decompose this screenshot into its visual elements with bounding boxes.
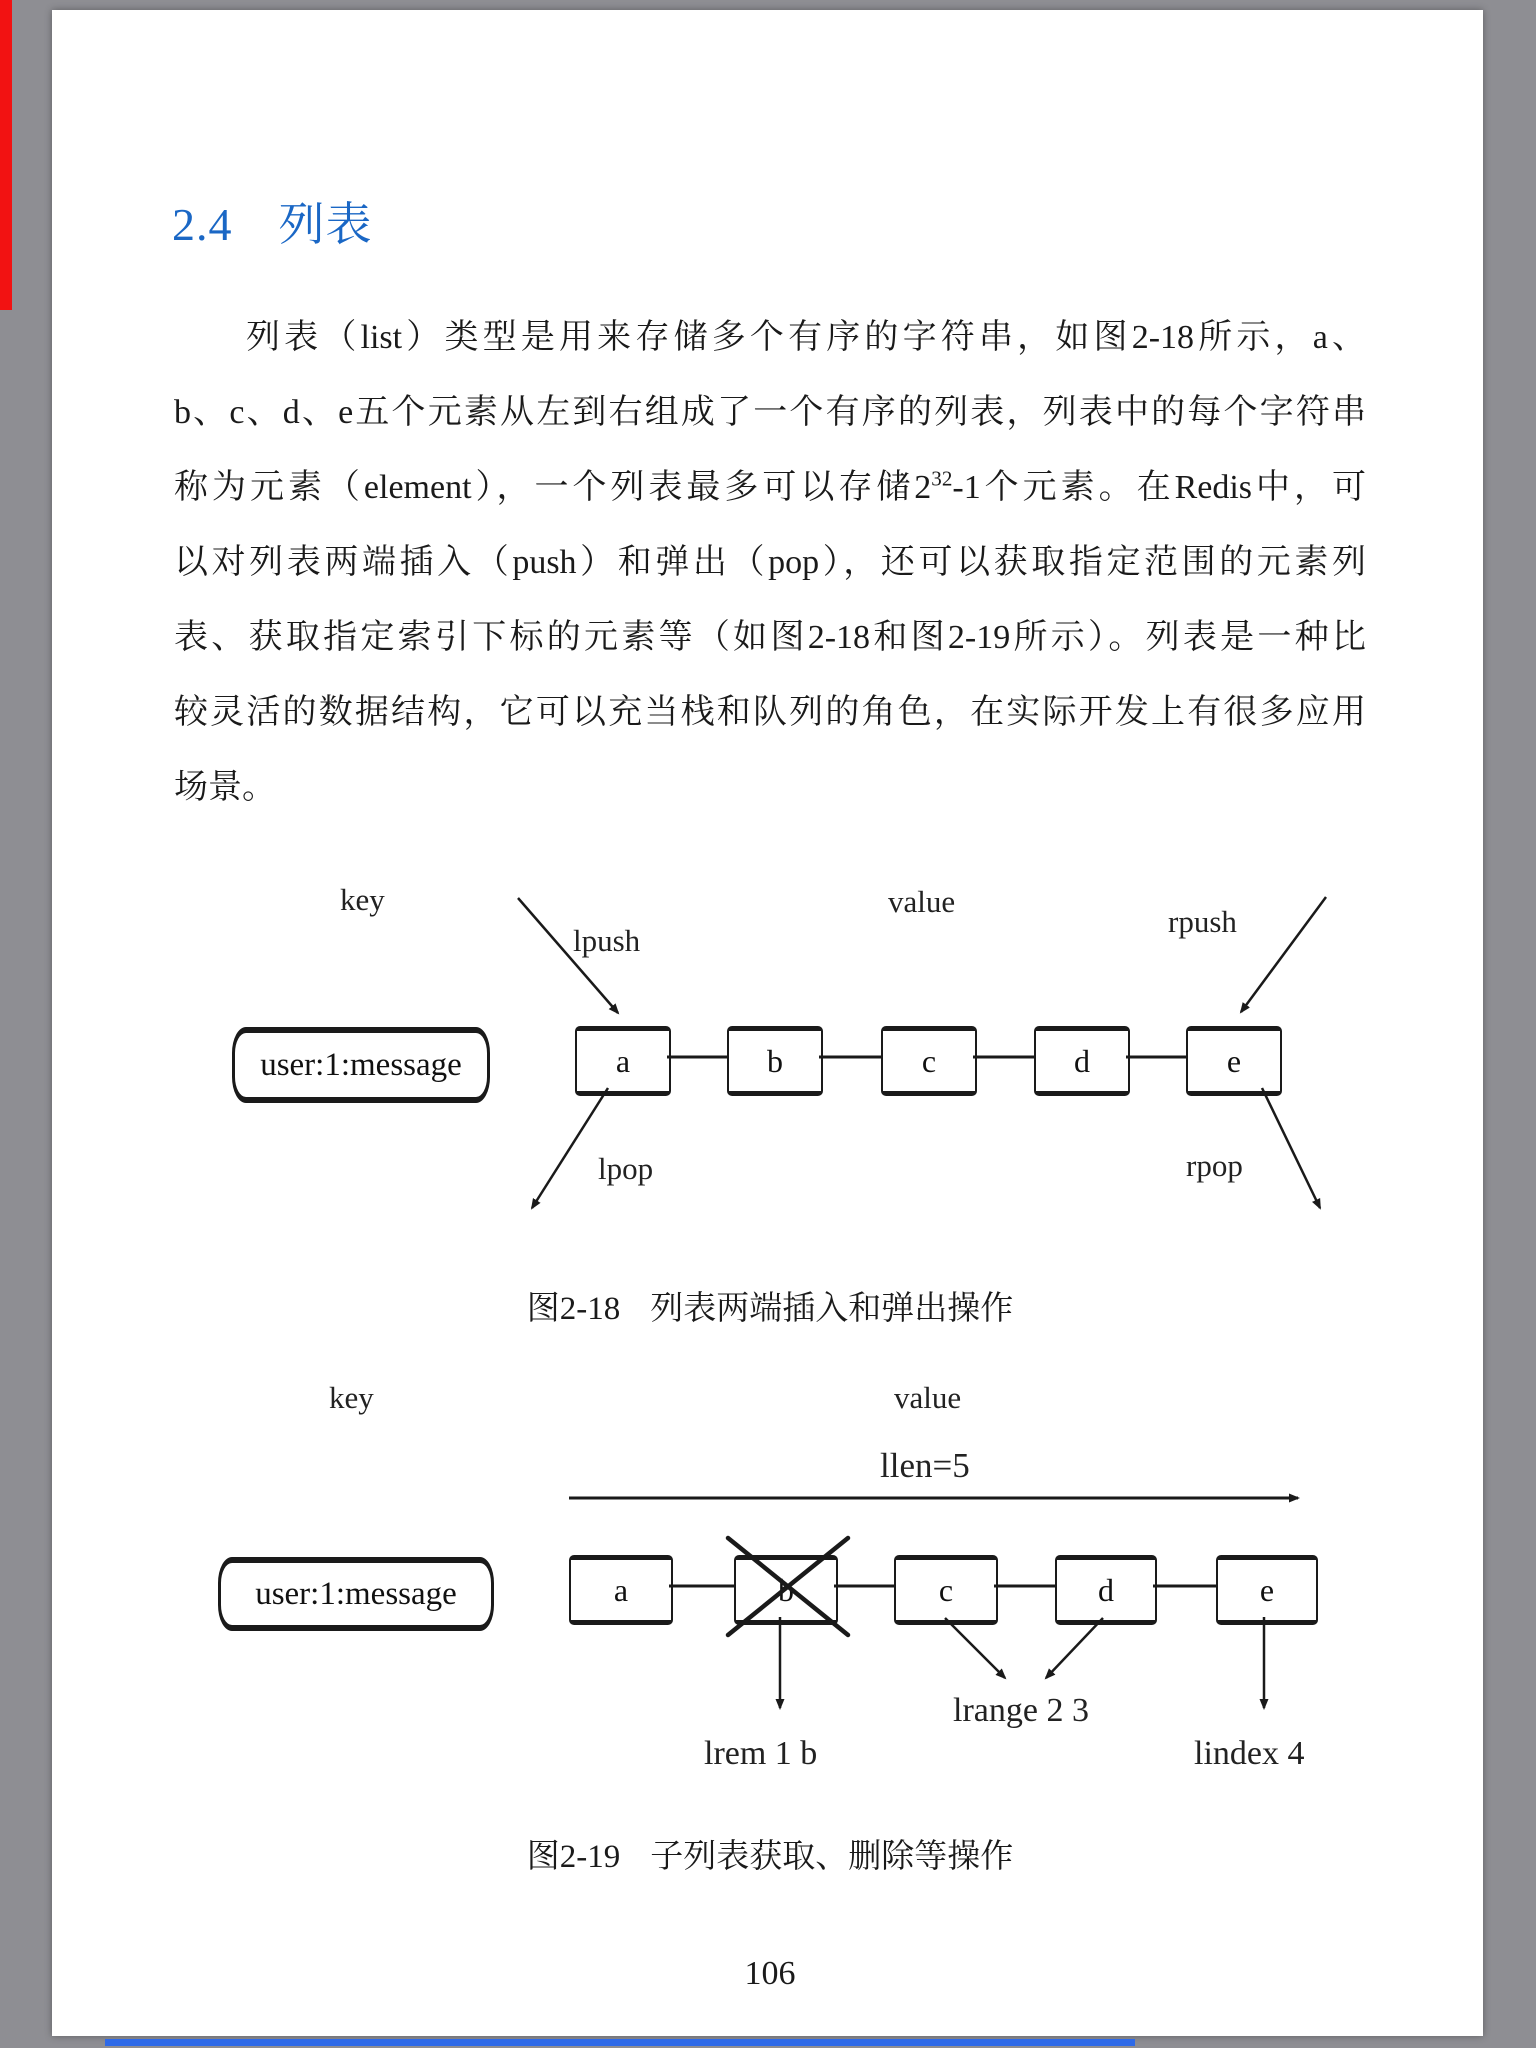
fig18-caption-text: 列表两端插入和弹出操作 (650, 1291, 1014, 1327)
fig18-lpop-label: lpop (598, 1151, 654, 1186)
page-number: 106 (744, 1955, 796, 1992)
fig19-node-a: a (569, 1555, 673, 1625)
fig19-lindex-label: lindex 4 (1194, 1735, 1305, 1772)
section-number: 2.4 (172, 199, 233, 250)
fig19-key-box: user:1:message (218, 1557, 494, 1631)
section-heading (172, 188, 373, 254)
lrange-arrow-from-c (945, 1618, 1005, 1678)
document-page (52, 10, 1483, 2036)
fig18-caption-number: 图2-18 (526, 1291, 621, 1327)
fig19-caption (174, 1830, 1366, 1877)
fig18-value-label: value (888, 884, 956, 919)
rpush-arrow (1241, 897, 1326, 1012)
fig18-node-c: c (881, 1026, 977, 1096)
fig19-node-d: d (1055, 1555, 1157, 1625)
lrange-arrow-from-d (1046, 1618, 1103, 1678)
fig19-value-label: value (894, 1380, 962, 1415)
lpop-arrow (532, 1088, 608, 1208)
fig19-llen-label: llen=5 (880, 1446, 970, 1485)
fig18-node-a: a (575, 1026, 671, 1096)
fig18-lpush-label: lpush (573, 923, 641, 958)
paragraph-line (174, 466, 1366, 510)
fig18-caption (174, 1282, 1366, 1329)
bottom-progress-bar (105, 2039, 1135, 2046)
diagram-arrows (52, 10, 1483, 2036)
fig19-lrem-label: lrem 1 b (704, 1735, 818, 1772)
paragraph-line: 列表（list）类型是用来存储多个有序的字符串，如图2-18所示，a、 (246, 319, 1366, 356)
fig18-node-d: d (1034, 1026, 1130, 1096)
left-edge-red-marker (0, 0, 12, 310)
fig18-key-label: key (340, 882, 385, 917)
paragraph-line: 场景。 (174, 769, 276, 806)
fig19-node-b-deleted: b (734, 1555, 838, 1625)
section-title: 列表 (278, 199, 373, 250)
fig18-key-box: user:1:message (232, 1027, 490, 1103)
fig18-rpop-label: rpop (1186, 1148, 1243, 1183)
paragraph-line: b、c、d、e五个元素从左到右组成了一个有序的列表，列表中的每个字符串 (174, 394, 1366, 431)
fig19-key-label: key (329, 1380, 374, 1415)
paragraph-line: 较灵活的数据结构，它可以充当栈和队列的角色，在实际开发上有很多应用 (174, 694, 1366, 731)
rpop-arrow (1262, 1088, 1320, 1208)
fig18-node-b: b (727, 1026, 823, 1096)
paragraph-text: -1个元素。在Redis中，可 (952, 469, 1366, 506)
paragraph-line: 以对列表两端插入（push）和弹出（pop），还可以获取指定范围的元素列 (174, 544, 1366, 581)
superscript-exponent: 32 (931, 466, 953, 491)
fig19-caption-number: 图2-19 (526, 1839, 621, 1875)
fig19-node-e: e (1216, 1555, 1318, 1625)
fig18-rpush-label: rpush (1168, 904, 1237, 939)
fig19-node-c: c (894, 1555, 998, 1625)
fig18-node-e: e (1186, 1026, 1282, 1096)
paragraph-text: 称为元素（element），一个列表最多可以存储2 (174, 469, 932, 506)
fig19-caption-text: 子列表获取、删除等操作 (650, 1839, 1014, 1875)
fig19-lrange-label: lrange 2 3 (953, 1692, 1089, 1729)
paragraph-line: 表、获取指定索引下标的元素等（如图2-18和图2-19所示）。列表是一种比 (174, 619, 1366, 656)
